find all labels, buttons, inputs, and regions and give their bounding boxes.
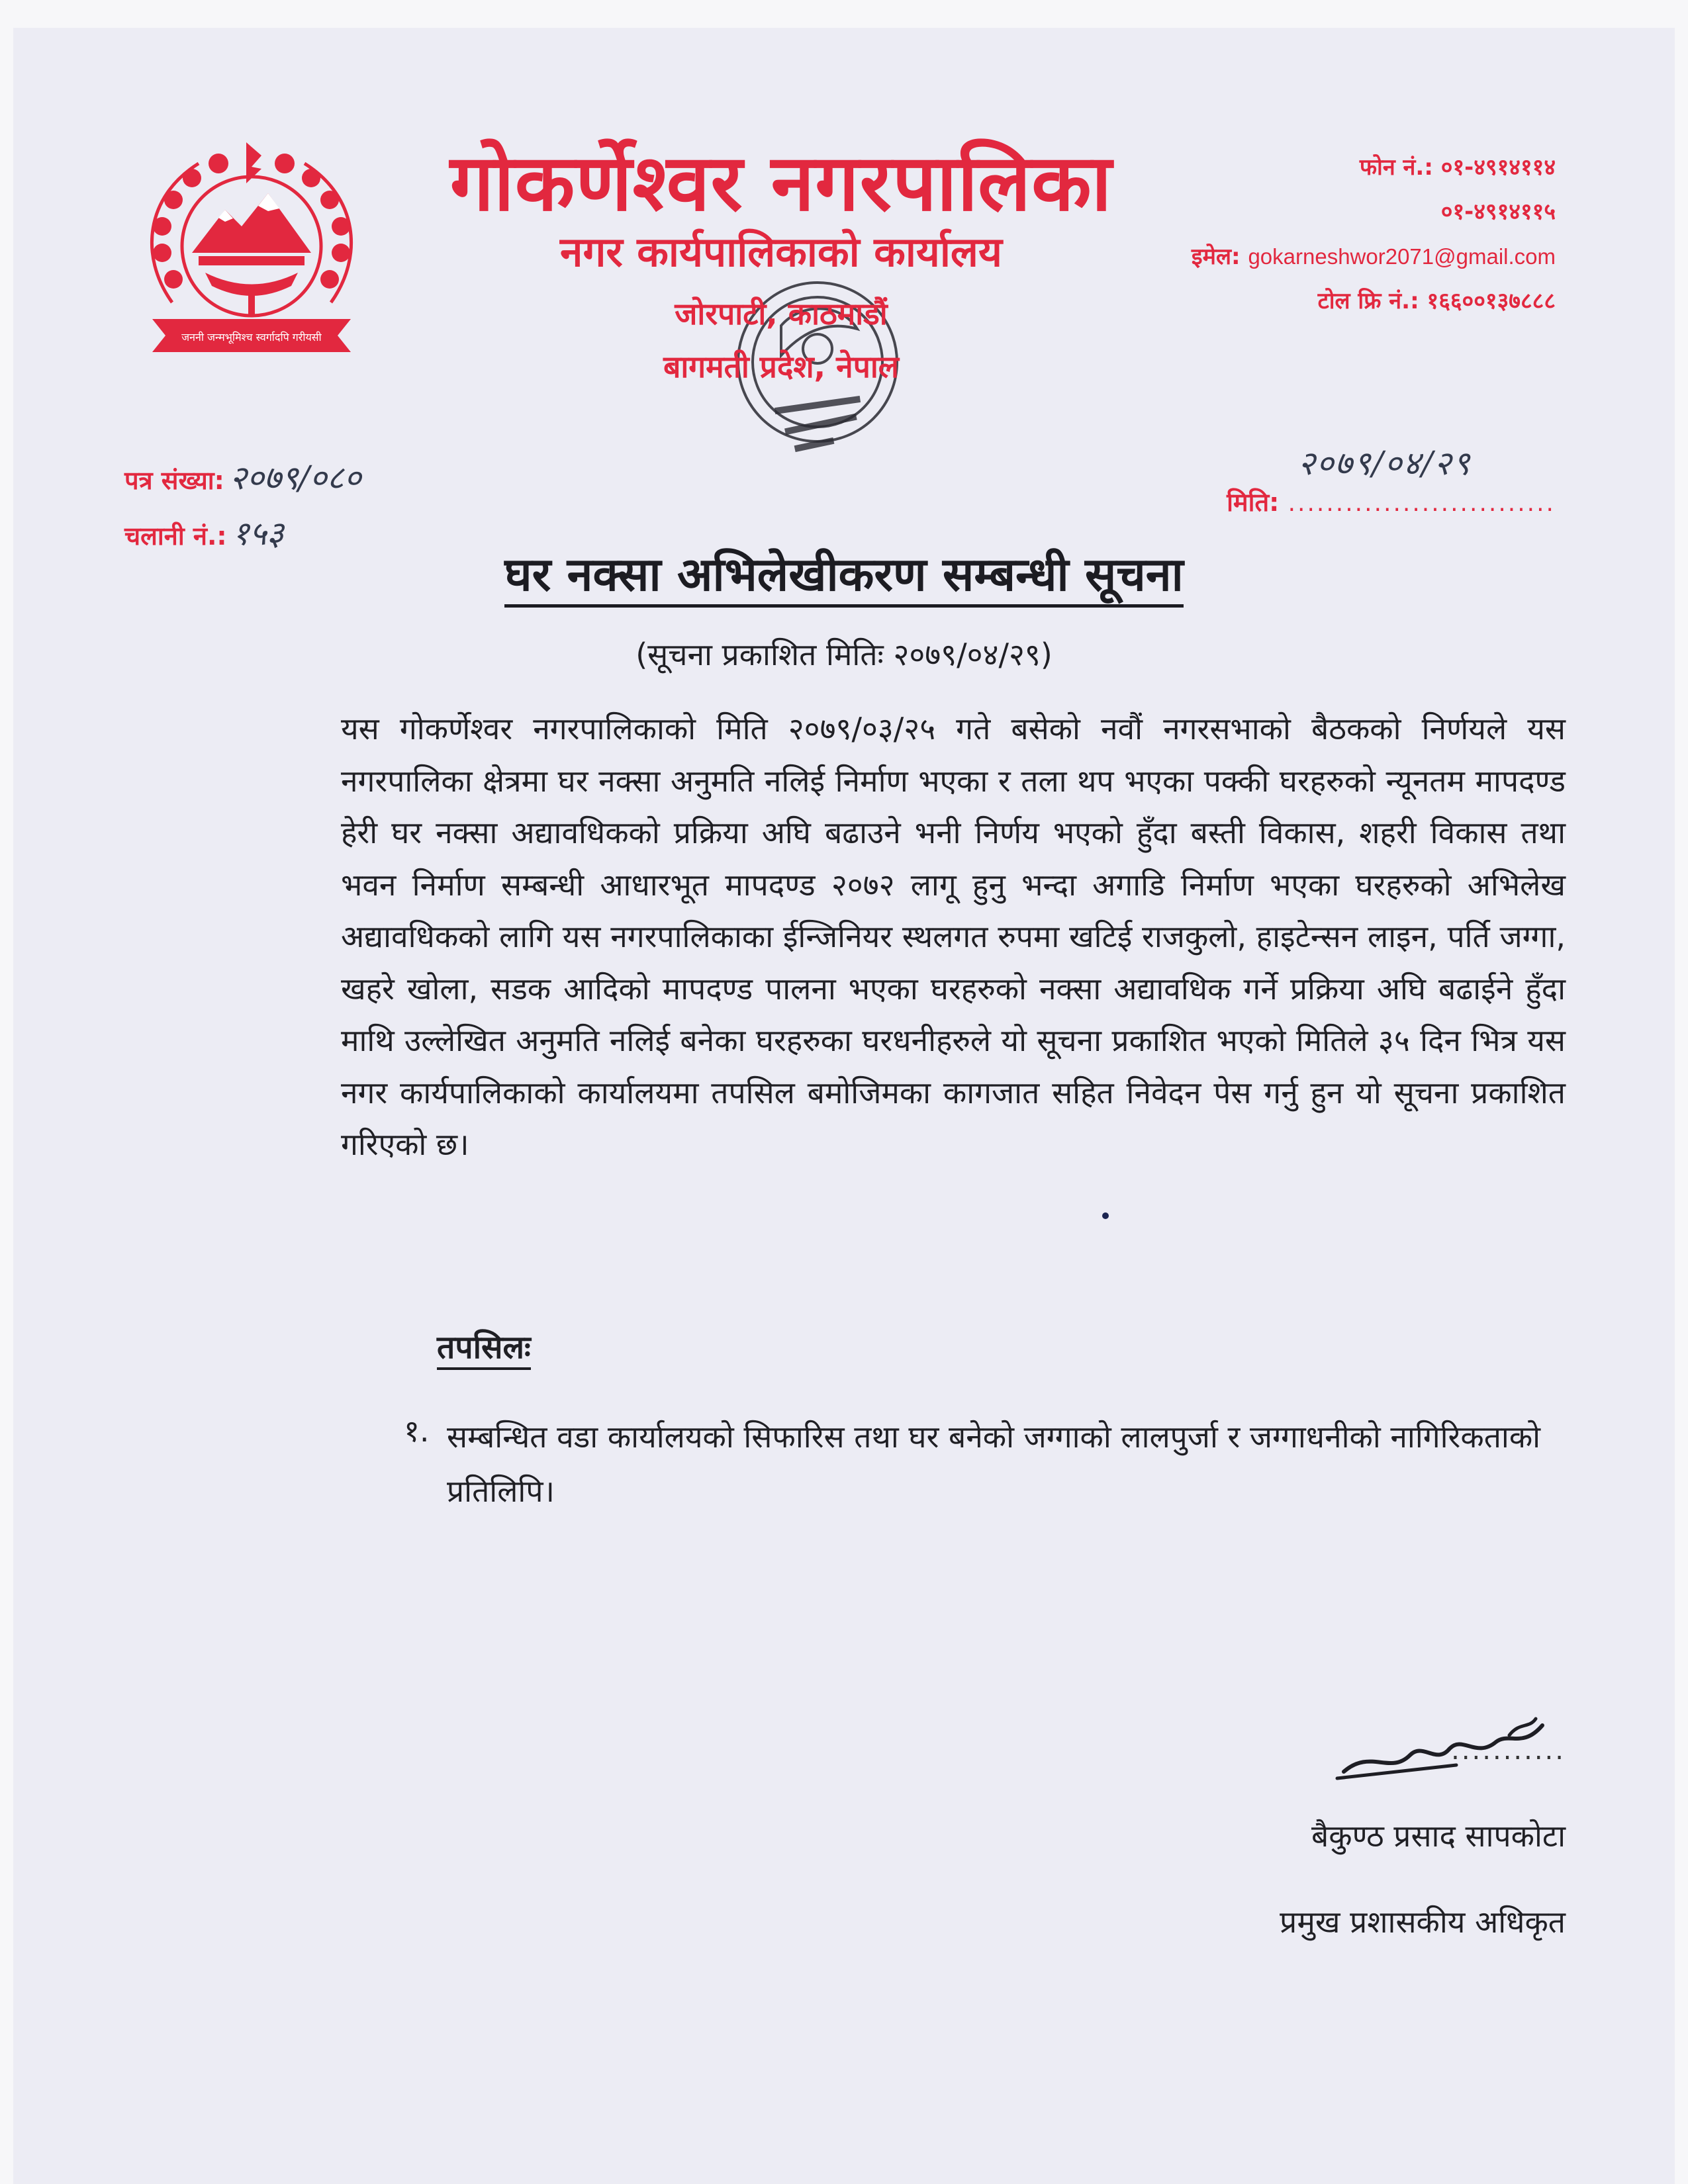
address-line-2: बागमती प्रदेश, नेपाल — [663, 349, 899, 385]
phone-2: ०१-४९१४११५ — [1440, 199, 1556, 225]
ink-speck — [1102, 1212, 1109, 1219]
email-address: gokarneshwor2071@gmail.com — [1248, 244, 1556, 269]
letter-number-row — [124, 451, 361, 507]
list-item-number: १. — [404, 1413, 430, 1449]
published-date: (सूचना प्रकाशित मितिः २०७९/०४/२९) — [635, 637, 1053, 672]
dispatch-number-value: १५३ — [232, 514, 284, 553]
signatory-name: बैकुण्ठ प्रसाद सापकोटा — [1311, 1818, 1566, 1854]
signatory-title: प्रमुख प्रशासकीय अधिकृत — [1280, 1904, 1566, 1940]
letter-number-value: २०७९/०८० — [229, 459, 361, 497]
notice-title-text: घर नक्सा अभिलेखीकरण सम्बन्धी सूचना — [504, 547, 1184, 608]
date-block — [1227, 439, 1556, 519]
document-page — [13, 28, 1675, 2184]
emblem-motto: जननी जन्मभूमिश्च स्वर्गादपि गरीयसी — [181, 331, 322, 343]
nepal-government-emblem-icon — [126, 137, 377, 362]
notice-body: यस गोकर्णेश्वर नगरपालिकाको मिति २०७९/०३/२५ गते बसेको नवौं नगरसभाको बैठकको निर्णयले यस नगरपालिका क्षेत्रमा घर नक्सा अनुमति नलिई निर्माण भएका र तला थप भएका पक्की घरहरुको न्यूनतम मापदण्ड हेरी घर नक्सा अद्यावधिकको प्रक्रिया अघि बढाउने भनी निर्णय भएको हुँदा बस्ती विकास, शहरी विकास तथा भवन निर्माण सम्बन्धी आधारभूत मापदण्ड २०७२ लागू हुनु भन्दा अगाडि निर्माण भएका घरहरुको अभिलेख अद्यावधिकको लागि यस नगरपालिकाका ईन्जिनियर स्थलगत रुपमा खटिई राजकुलो, हाइटेन्सन लाइन, पर्ति जग्गा, खहरे खोला, सडक आदिको मापदण्ड पालना भएका घरहरुको नक्सा अद्यावधिक गर्ने प्रक्रिया अघि बढाईने हुँदा माथि उल्लेखित अनुमति नलिई बनेका घरहरुका घरधनीहरुले यो सूचना प्रकाशित भएको मितिले ३५ दिन भित्र यस नगर कार्यपालिकाको कार्यालयमा तपसिल बमोजिमका कागजात सहित निवेदन पेस गर्नु हुन यो सूचना प्रकाशित गरिएको छ। — [341, 711, 1566, 1162]
email-row — [1192, 234, 1556, 279]
organization-name: गोकर्णेश्वर नगरपालिका — [449, 137, 1113, 228]
phone-1: ०१-४९१४११४ — [1440, 154, 1556, 181]
date-dots: ............................ — [1288, 490, 1556, 517]
date-label: मिति: — [1227, 488, 1288, 517]
schedule-heading-text: तपसिलः — [437, 1329, 531, 1370]
letter-number-label: पत्र संख्या: — [124, 466, 224, 495]
office-name: नगर कार्यपालिकाको कार्यालय — [560, 228, 1002, 276]
phone-label: फोन नं.: — [1359, 154, 1441, 181]
email-label: इमेल: — [1191, 244, 1248, 270]
notice-title — [13, 541, 1675, 604]
phone-row — [1192, 146, 1556, 190]
schedule-heading — [437, 1325, 531, 1368]
list-item: सम्बन्धित वडा कार्यालयको सिफारिस तथा घर बनेको जग्गाको लालपुर्जा र जग्गाधनीको नागिरिकताको प्रतिलिपि। — [447, 1419, 1541, 1509]
dispatch-number-label: चलानी नं.: — [124, 522, 227, 551]
tollfree-number: १६६००१३७८८८ — [1427, 288, 1556, 314]
tollfree-label: टोल फ्रि नं.: — [1317, 288, 1427, 314]
address-line-1: जोरपाटी, काठमाडौं — [675, 296, 888, 332]
contact-block — [1192, 146, 1556, 324]
date-value: २०७९/०४/२९ — [1297, 444, 1472, 482]
signature-line: ........... — [1451, 1735, 1566, 1766]
tollfree-row — [1192, 279, 1556, 324]
